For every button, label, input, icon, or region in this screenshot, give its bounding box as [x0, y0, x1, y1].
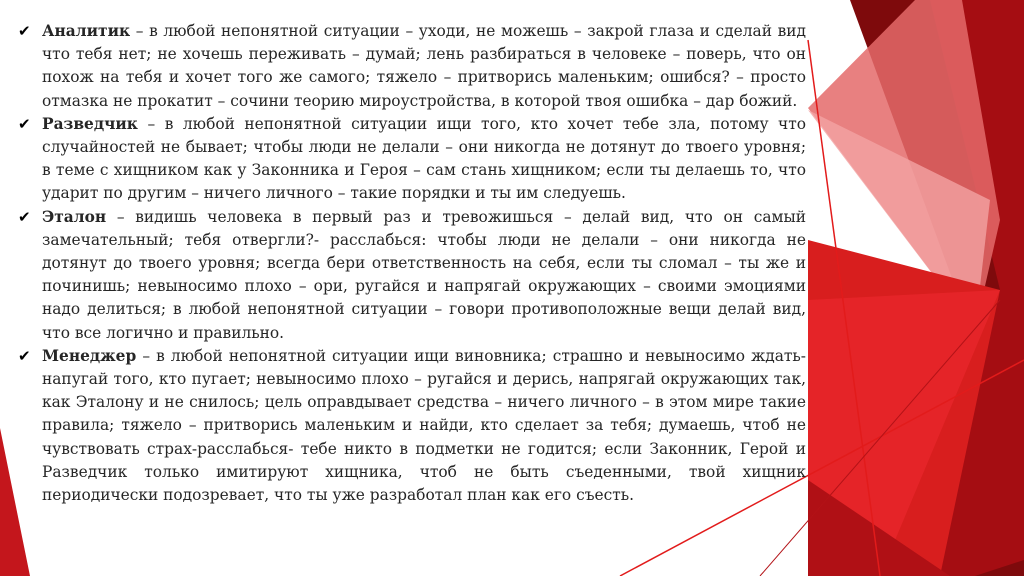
check-mark-icon: ✔ — [18, 346, 31, 365]
check-mark-icon: ✔ — [18, 207, 31, 226]
list-item-analyst — [14, 20, 806, 113]
list-item-manager — [14, 345, 806, 507]
term-description: – в любой непонятной ситуации ищи виновника; страшно и невыносимо ждать- напугай того, кто пугает; невыносимо плохо – ругайся и дерись, напрягай окружающих так, как Эталону и не снилось; цель оправдывает средства – ничего личного – в этом мире такие правила; тяжело – притворись маленьким и найди, кто сделает за тебя; думаешь, чтоб не чувствовать страх-расслабься- тебе никто в подметки не годится; если Законник, Герой и Разведчик только имитируют хищника, чтоб не быть съеденными, твой хищник периодически подозревает, что ты уже разработал план как его съесть. — [42, 346, 806, 505]
term-label: Аналитик — [42, 22, 131, 40]
term-description: – видишь человека в первый раз и тревожишься – делай вид, что он самый замечательный; тебя отвергли?- расслабься: чтобы люди не делали – они никогда не дотянут до твоего уровня; всегда бери ответственность на себя, если ты сломал – ты же и починишь; невыносимо плохо – ори, ругайся и напрягай окружающих – своими эмоциями надо делиться; в любой непонятной ситуации – говори противоположные вещи делай вид, что все логично и правильно. — [42, 207, 806, 342]
list-item-scout — [14, 113, 806, 206]
check-mark-icon: ✔ — [18, 114, 31, 133]
check-mark-icon: ✔ — [18, 22, 31, 40]
term-label: Менеджер — [42, 346, 137, 365]
term-label: Эталон — [42, 207, 107, 226]
term-description: – в любой непонятной ситуации – уходи, не можешь – закрой глаза и сделай вид что тебя нет; не хочешь переживать – думай; лень разбираться в человеке – поверь, что он похож на тебя и хочет того же самого; тяжело – притворись маленьким; ошибся? – просто отмазка не прокатит – сочини теорию мироустройства, в которой твоя ошибка – дар божий. — [42, 22, 806, 110]
content-list — [14, 20, 806, 507]
list-item-etalon — [14, 206, 806, 345]
term-label: Разведчик — [42, 114, 138, 133]
term-description: – в любой непонятной ситуации ищи того, кто хочет тебе зла, потому что случайностей не бывает; чтобы люди не делали – они никогда не дотянут до твоего уровня; в теме с хищником как у Законника и Героя – сам стань хищником; если ты делаешь то, что ударит по другим – ничего личного – такие порядки и ты им следуешь. — [42, 114, 806, 203]
